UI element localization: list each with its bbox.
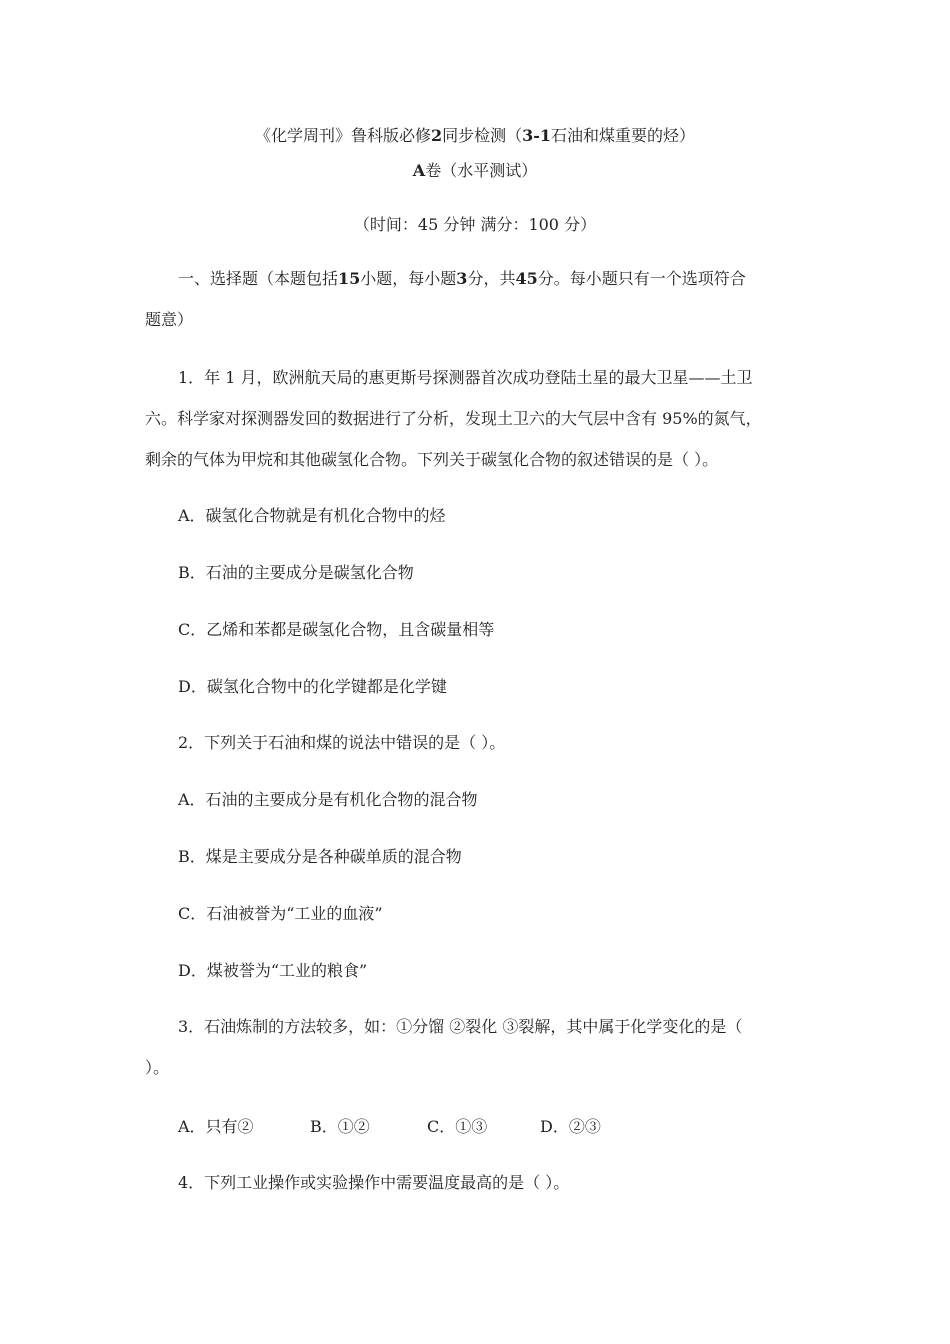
title-code: 3-1	[522, 126, 552, 145]
question-3-option-d: D．②③	[540, 1117, 601, 1136]
title-text: 《化学周刊》鲁科版必修	[254, 126, 431, 145]
question-3-option-b: B．①②	[310, 1117, 370, 1136]
question-1-line-1: 1．年 1 月，欧洲航天局的惠更斯号探测器首次成功登陆土星的最大卫星——土卫	[178, 368, 753, 387]
question-3-options	[178, 1117, 601, 1137]
subtitle-text: 卷（水平测试）	[425, 161, 538, 180]
question-1-option-d: D．碳氢化合物中的化学键都是化学键	[178, 677, 447, 696]
section-text: 分。每小题只有一个选项符合	[537, 269, 746, 288]
section-number: 3	[456, 269, 468, 288]
question-1-line-2: 六。科学家对探测器发回的数据进行了分析，发现土卫六的大气层中含有 95%的氮气，	[145, 409, 762, 428]
question-2-option-c: C．石油被誉为“工业的血液”	[178, 904, 383, 923]
question-3-line-2: ）。	[145, 1058, 170, 1077]
time-info: （时间：45 分钟 满分：100 分）	[353, 215, 597, 234]
section-number: 45	[515, 269, 538, 288]
section-text: 一、选择题（本题包括	[178, 269, 339, 288]
title-text: 同步检测（	[442, 126, 523, 145]
question-2-line-1: 2．下列关于石油和煤的说法中错误的是（ ）。	[178, 733, 506, 752]
document-subtitle	[0, 161, 950, 181]
question-1-line-3: 剩余的气体为甲烷和其他碳氢化合物。下列关于碳氢化合物的叙述错误的是（ ）。	[145, 450, 719, 469]
question-2-option-a: A．石油的主要成分是有机化合物的混合物	[178, 790, 478, 809]
question-1-option-a: A．碳氢化合物就是有机化合物中的烃	[178, 506, 446, 525]
section-heading	[178, 269, 746, 289]
document-title	[0, 126, 950, 146]
question-4-line-1: 4．下列工业操作或实验操作中需要温度最高的是（ ）。	[178, 1173, 570, 1192]
section-number: 15	[338, 269, 361, 288]
question-3-option-a: A．只有②	[178, 1117, 254, 1136]
question-2-option-b: B．煤是主要成分是各种碳单质的混合物	[178, 847, 462, 866]
section-text: 小题，每小题	[360, 269, 457, 288]
question-3-line-1: 3．石油炼制的方法较多，如：①分馏 ②裂化 ③裂解，其中属于化学变化的是（	[178, 1017, 743, 1036]
section-text: 分，共	[467, 269, 516, 288]
question-1-option-b: B．石油的主要成分是碳氢化合物	[178, 563, 414, 582]
title-number: 2	[430, 126, 443, 145]
question-2-option-d: D．煤被誉为“工业的粮食”	[178, 961, 368, 980]
section-heading-cont: 题意）	[145, 310, 194, 329]
title-text: 石油和煤重要的烃）	[551, 126, 696, 145]
question-1-option-c: C．乙烯和苯都是碳氢化合物，且含碳量相等	[178, 620, 495, 639]
subtitle-letter: A	[412, 161, 426, 180]
question-3-option-c: C．①③	[427, 1117, 488, 1136]
